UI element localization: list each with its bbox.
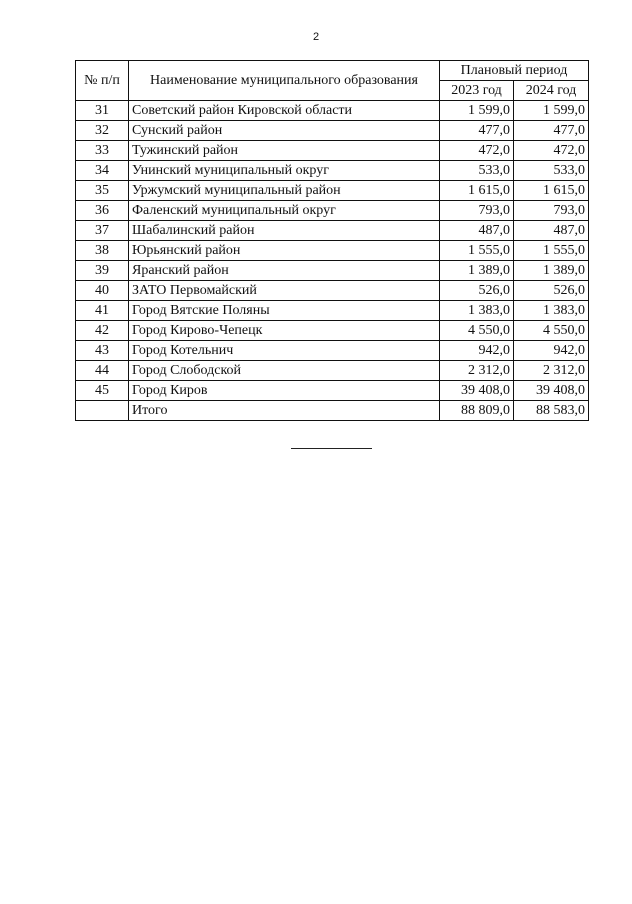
value-2023: 1 383,0 <box>440 301 514 321</box>
value-2024: 1 599,0 <box>514 101 589 121</box>
value-2024: 1 555,0 <box>514 241 589 261</box>
value-2023: 1 599,0 <box>440 101 514 121</box>
row-number: 38 <box>76 241 129 261</box>
table-row <box>76 381 589 401</box>
value-2023: 487,0 <box>440 221 514 241</box>
municipality-name: Юрьянский район <box>129 241 440 261</box>
value-2024: 472,0 <box>514 141 589 161</box>
municipality-name: Уржумский муниципальный район <box>129 181 440 201</box>
table-row <box>76 241 589 261</box>
header-year-2023: 2023 год <box>440 81 514 101</box>
document-end-divider <box>291 448 372 449</box>
municipality-name: Город Киров <box>129 381 440 401</box>
row-number: 41 <box>76 301 129 321</box>
table-row <box>76 261 589 281</box>
header-planning-period: Плановый период <box>440 61 589 81</box>
municipality-name: Тужинский район <box>129 141 440 161</box>
row-number: 35 <box>76 181 129 201</box>
table-header <box>76 61 589 101</box>
value-2023: 533,0 <box>440 161 514 181</box>
municipality-name: Унинский муниципальный округ <box>129 161 440 181</box>
row-number: 43 <box>76 341 129 361</box>
row-number: 40 <box>76 281 129 301</box>
row-number: 31 <box>76 101 129 121</box>
table-row <box>76 221 589 241</box>
table-row <box>76 341 589 361</box>
value-2023: 39 408,0 <box>440 381 514 401</box>
row-number: 32 <box>76 121 129 141</box>
row-number: 36 <box>76 201 129 221</box>
value-2024: 526,0 <box>514 281 589 301</box>
value-2024: 39 408,0 <box>514 381 589 401</box>
value-2023: 526,0 <box>440 281 514 301</box>
header-municipality-name: Наименование муниципального образования <box>129 61 440 101</box>
value-2023: 4 550,0 <box>440 321 514 341</box>
header-year-2024: 2024 год <box>514 81 589 101</box>
municipality-name: Город Котельнич <box>129 341 440 361</box>
value-2023: 1 555,0 <box>440 241 514 261</box>
value-2024: 942,0 <box>514 341 589 361</box>
municipality-name: Советский район Кировской области <box>129 101 440 121</box>
value-2023: 472,0 <box>440 141 514 161</box>
value-2024: 1 383,0 <box>514 301 589 321</box>
table-row <box>76 301 589 321</box>
value-2023: 477,0 <box>440 121 514 141</box>
total-number-cell <box>76 401 129 421</box>
total-value-2024: 88 583,0 <box>514 401 589 421</box>
total-value-2023: 88 809,0 <box>440 401 514 421</box>
table-row <box>76 181 589 201</box>
table-row <box>76 141 589 161</box>
row-number: 33 <box>76 141 129 161</box>
total-row <box>76 401 589 421</box>
municipal-allocation-table <box>75 60 589 421</box>
total-label: Итого <box>129 401 440 421</box>
value-2024: 4 550,0 <box>514 321 589 341</box>
table-row <box>76 161 589 181</box>
municipality-name: Сунский район <box>129 121 440 141</box>
value-2024: 477,0 <box>514 121 589 141</box>
row-number: 44 <box>76 361 129 381</box>
row-number: 45 <box>76 381 129 401</box>
value-2024: 1 389,0 <box>514 261 589 281</box>
page-number: 2 <box>312 31 320 43</box>
municipality-name: Яранский район <box>129 261 440 281</box>
municipality-name: Город Вятские Поляны <box>129 301 440 321</box>
row-number: 34 <box>76 161 129 181</box>
table-footer <box>76 401 589 421</box>
row-number: 42 <box>76 321 129 341</box>
value-2024: 487,0 <box>514 221 589 241</box>
header-number: № п/п <box>76 61 129 101</box>
table-row <box>76 361 589 381</box>
value-2023: 1 615,0 <box>440 181 514 201</box>
row-number: 37 <box>76 221 129 241</box>
table-row <box>76 101 589 121</box>
municipality-name: Город Кирово-Чепецк <box>129 321 440 341</box>
table-row <box>76 201 589 221</box>
header-row-top <box>76 61 589 81</box>
value-2024: 793,0 <box>514 201 589 221</box>
table-row <box>76 321 589 341</box>
table-body <box>76 101 589 401</box>
value-2024: 2 312,0 <box>514 361 589 381</box>
table-row <box>76 281 589 301</box>
value-2023: 1 389,0 <box>440 261 514 281</box>
value-2023: 793,0 <box>440 201 514 221</box>
municipality-name: Фаленский муниципальный округ <box>129 201 440 221</box>
value-2023: 942,0 <box>440 341 514 361</box>
municipality-name: ЗАТО Первомайский <box>129 281 440 301</box>
row-number: 39 <box>76 261 129 281</box>
value-2024: 533,0 <box>514 161 589 181</box>
value-2023: 2 312,0 <box>440 361 514 381</box>
value-2024: 1 615,0 <box>514 181 589 201</box>
table-row <box>76 121 589 141</box>
municipality-name: Город Слободской <box>129 361 440 381</box>
municipality-name: Шабалинский район <box>129 221 440 241</box>
